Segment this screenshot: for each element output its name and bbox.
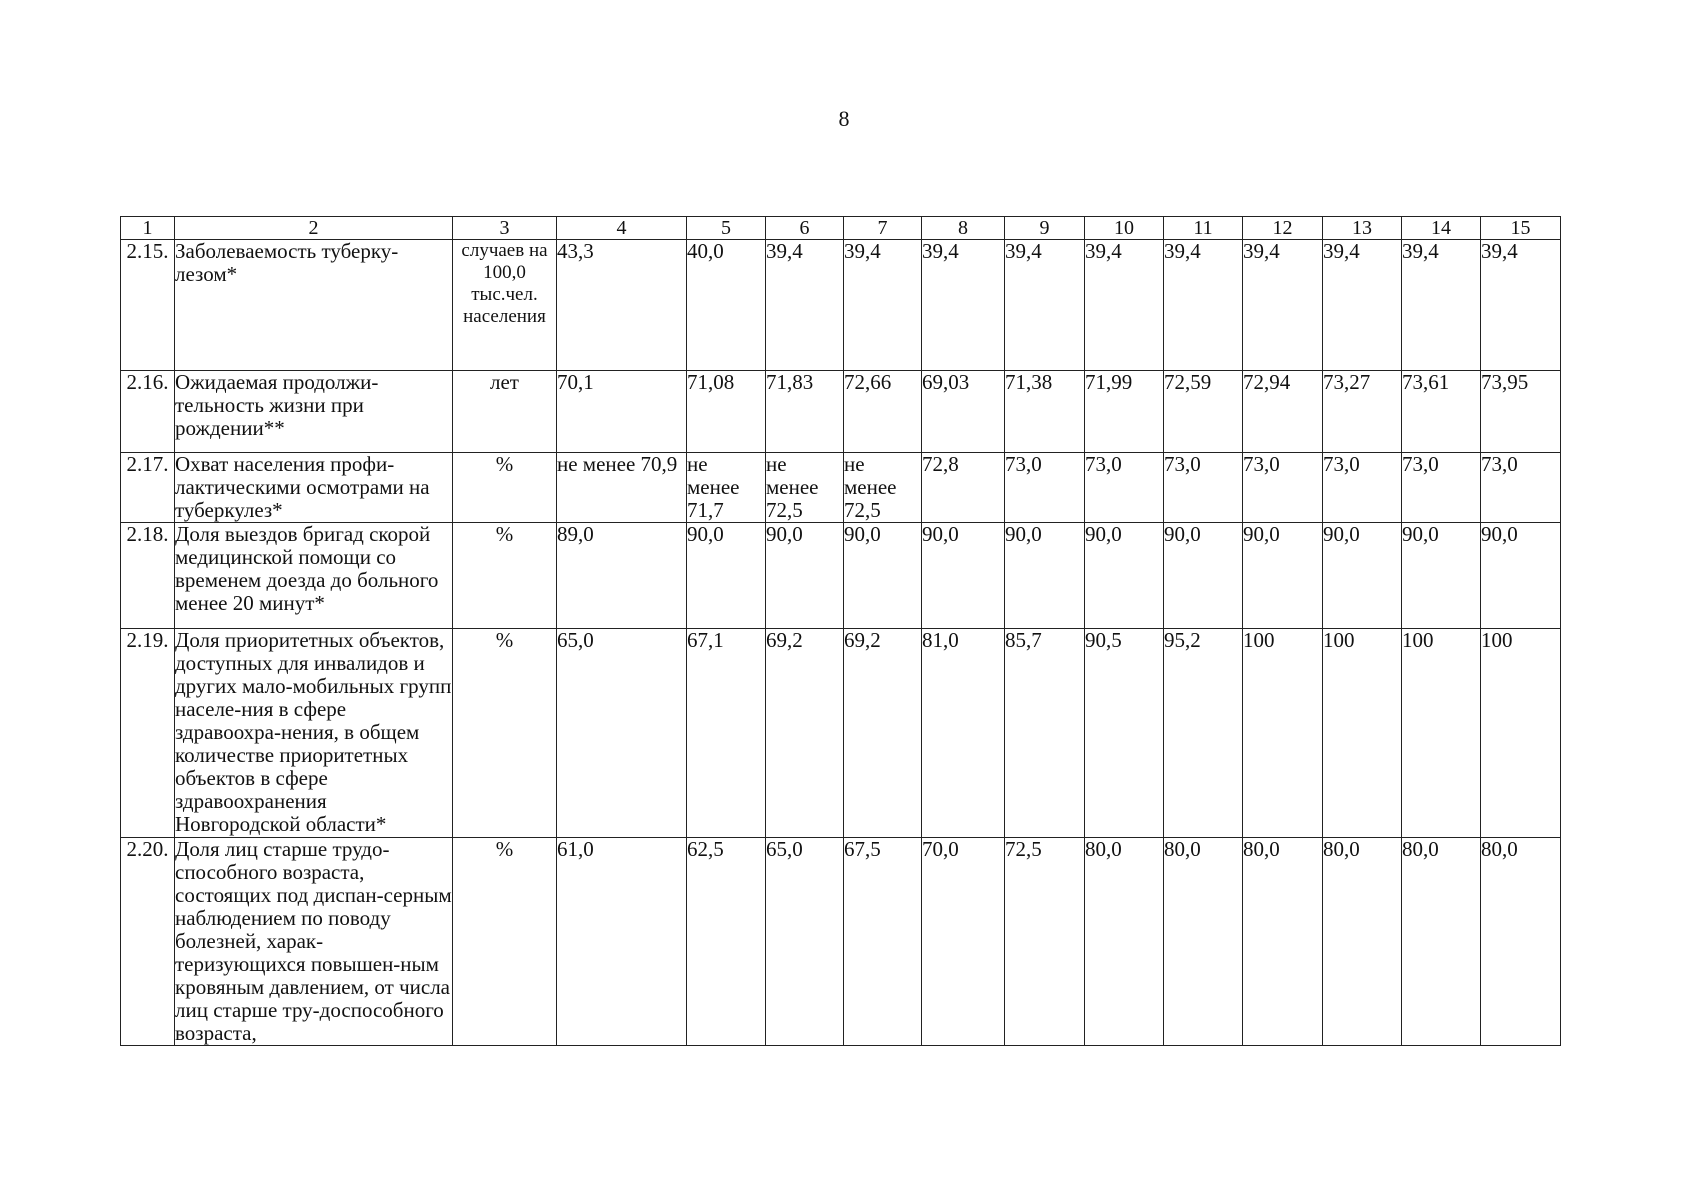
table-row bbox=[121, 240, 1561, 371]
value-cell: 90,0 bbox=[1481, 523, 1561, 629]
header-cell: 2 bbox=[175, 217, 453, 240]
value-cell: 71,08 bbox=[687, 371, 766, 453]
value-cell: 72,8 bbox=[922, 453, 1005, 523]
indicators-table bbox=[120, 216, 1561, 1046]
value-cell: 80,0 bbox=[1085, 838, 1164, 1046]
value-cell: 100 bbox=[1402, 629, 1481, 838]
value-cell: 90,0 bbox=[687, 523, 766, 629]
row-number: 2.16. bbox=[121, 371, 175, 453]
value-cell: 90,0 bbox=[1164, 523, 1243, 629]
value-cell: 80,0 bbox=[1402, 838, 1481, 1046]
value-cell: 61,0 bbox=[557, 838, 687, 1046]
row-number: 2.19. bbox=[121, 629, 175, 838]
value-cell: 80,0 bbox=[1323, 838, 1402, 1046]
value-cell: не менее 71,7 bbox=[687, 453, 766, 523]
value-cell: 65,0 bbox=[557, 629, 687, 838]
value-cell: 73,0 bbox=[1323, 453, 1402, 523]
value-cell: 39,4 bbox=[844, 240, 922, 371]
value-cell: 90,0 bbox=[1243, 523, 1323, 629]
value-cell: 73,95 bbox=[1481, 371, 1561, 453]
value-cell: 90,0 bbox=[922, 523, 1005, 629]
header-cell: 3 bbox=[453, 217, 557, 240]
value-cell: 72,94 bbox=[1243, 371, 1323, 453]
value-cell: 69,03 bbox=[922, 371, 1005, 453]
table-row bbox=[121, 453, 1561, 523]
value-cell: 81,0 bbox=[922, 629, 1005, 838]
value-cell: 73,0 bbox=[1085, 453, 1164, 523]
header-cell: 4 bbox=[557, 217, 687, 240]
value-cell: 71,83 bbox=[766, 371, 844, 453]
unit-cell: лет bbox=[453, 371, 557, 453]
header-cell: 14 bbox=[1402, 217, 1481, 240]
indicator-name: Ожидаемая продолжи-тельность жизни при рождении** bbox=[175, 371, 453, 453]
value-cell: 73,0 bbox=[1164, 453, 1243, 523]
value-cell: 90,0 bbox=[1402, 523, 1481, 629]
value-cell: 73,0 bbox=[1402, 453, 1481, 523]
header-cell: 12 bbox=[1243, 217, 1323, 240]
value-cell: 39,4 bbox=[766, 240, 844, 371]
table-row bbox=[121, 523, 1561, 629]
header-cell: 9 bbox=[1005, 217, 1085, 240]
unit-cell: % bbox=[453, 453, 557, 523]
value-cell: 39,4 bbox=[1085, 240, 1164, 371]
value-cell: 73,27 bbox=[1323, 371, 1402, 453]
value-cell: 100 bbox=[1243, 629, 1323, 838]
value-cell: 89,0 bbox=[557, 523, 687, 629]
value-cell: 73,0 bbox=[1243, 453, 1323, 523]
header-cell: 15 bbox=[1481, 217, 1561, 240]
value-cell: 95,2 bbox=[1164, 629, 1243, 838]
header-cell: 13 bbox=[1323, 217, 1402, 240]
value-cell: 80,0 bbox=[1481, 838, 1561, 1046]
table-row bbox=[121, 371, 1561, 453]
header-cell: 7 bbox=[844, 217, 922, 240]
row-number: 2.20. bbox=[121, 838, 175, 1046]
value-cell: 43,3 bbox=[557, 240, 687, 371]
unit-cell: % bbox=[453, 629, 557, 838]
value-cell: не менее 72,5 bbox=[766, 453, 844, 523]
value-cell: 65,0 bbox=[766, 838, 844, 1046]
value-cell: 73,0 bbox=[1481, 453, 1561, 523]
value-cell: 100 bbox=[1323, 629, 1402, 838]
value-cell: 67,5 bbox=[844, 838, 922, 1046]
value-cell: 69,2 bbox=[844, 629, 922, 838]
value-cell: 90,0 bbox=[766, 523, 844, 629]
header-cell: 5 bbox=[687, 217, 766, 240]
header-cell: 8 bbox=[922, 217, 1005, 240]
value-cell: 100 bbox=[1481, 629, 1561, 838]
value-cell: 73,0 bbox=[1005, 453, 1085, 523]
value-cell: 39,4 bbox=[1323, 240, 1402, 371]
value-cell: 67,1 bbox=[687, 629, 766, 838]
value-cell: 73,61 bbox=[1402, 371, 1481, 453]
value-cell: 71,38 bbox=[1005, 371, 1085, 453]
value-cell: 90,0 bbox=[1085, 523, 1164, 629]
value-cell: 39,4 bbox=[1005, 240, 1085, 371]
header-cell: 6 bbox=[766, 217, 844, 240]
value-cell: 90,0 bbox=[1005, 523, 1085, 629]
value-cell: 70,1 bbox=[557, 371, 687, 453]
unit-cell: % bbox=[453, 523, 557, 629]
row-number: 2.18. bbox=[121, 523, 175, 629]
value-cell: 72,66 bbox=[844, 371, 922, 453]
value-cell: 39,4 bbox=[1243, 240, 1323, 371]
value-cell: не менее 70,9 bbox=[557, 453, 687, 523]
value-cell: 80,0 bbox=[1243, 838, 1323, 1046]
value-cell: 72,5 bbox=[1005, 838, 1085, 1046]
value-cell: 90,0 bbox=[844, 523, 922, 629]
value-cell: 90,5 bbox=[1085, 629, 1164, 838]
value-cell: 39,4 bbox=[1164, 240, 1243, 371]
unit-cell: % bbox=[453, 838, 557, 1046]
value-cell: не менее 72,5 bbox=[844, 453, 922, 523]
value-cell: 71,99 bbox=[1085, 371, 1164, 453]
header-cell: 10 bbox=[1085, 217, 1164, 240]
value-cell: 69,2 bbox=[766, 629, 844, 838]
value-cell: 39,4 bbox=[1481, 240, 1561, 371]
row-number: 2.17. bbox=[121, 453, 175, 523]
unit-cell: случаев на 100,0 тыс.чел. населения bbox=[453, 240, 557, 371]
page-number: 8 bbox=[838, 106, 850, 131]
value-cell: 80,0 bbox=[1164, 838, 1243, 1046]
indicator-name: Доля выездов бригад скорой медицинской помощи со временем доезда до больного менее 20 минут* bbox=[175, 523, 453, 629]
value-cell: 90,0 bbox=[1323, 523, 1402, 629]
table-row bbox=[121, 629, 1561, 838]
header-cell: 11 bbox=[1164, 217, 1243, 240]
header-row bbox=[121, 217, 1561, 240]
value-cell: 39,4 bbox=[922, 240, 1005, 371]
value-cell: 70,0 bbox=[922, 838, 1005, 1046]
value-cell: 62,5 bbox=[687, 838, 766, 1046]
indicator-name: Доля лиц старше трудо-способного возраста, состоящих под диспан-серным наблюдением по поводу болезней, харак-теризующихся повышен-ным кровяным давлением, от числа лиц старше тру-доспособного возраста, bbox=[175, 837, 452, 1045]
row-number: 2.15. bbox=[121, 240, 175, 371]
value-cell: 40,0 bbox=[687, 240, 766, 371]
indicator-name: Охват населения профи-лактическими осмотрами на туберкулез* bbox=[175, 453, 453, 523]
value-cell: 72,59 bbox=[1164, 371, 1243, 453]
value-cell: 85,7 bbox=[1005, 629, 1085, 838]
value-cell: 39,4 bbox=[1402, 240, 1481, 371]
header-cell: 1 bbox=[121, 217, 175, 240]
table-row bbox=[121, 838, 1561, 1046]
indicator-name: Доля приоритетных объектов, доступных для инвалидов и других мало-мобильных групп населе-ния в сфере здравоохра-нения, в общем количестве приоритетных объектов в сфере здравоохранения Новгородской области* bbox=[175, 628, 452, 836]
indicator-name: Заболеваемость туберку-лезом* bbox=[175, 240, 453, 371]
